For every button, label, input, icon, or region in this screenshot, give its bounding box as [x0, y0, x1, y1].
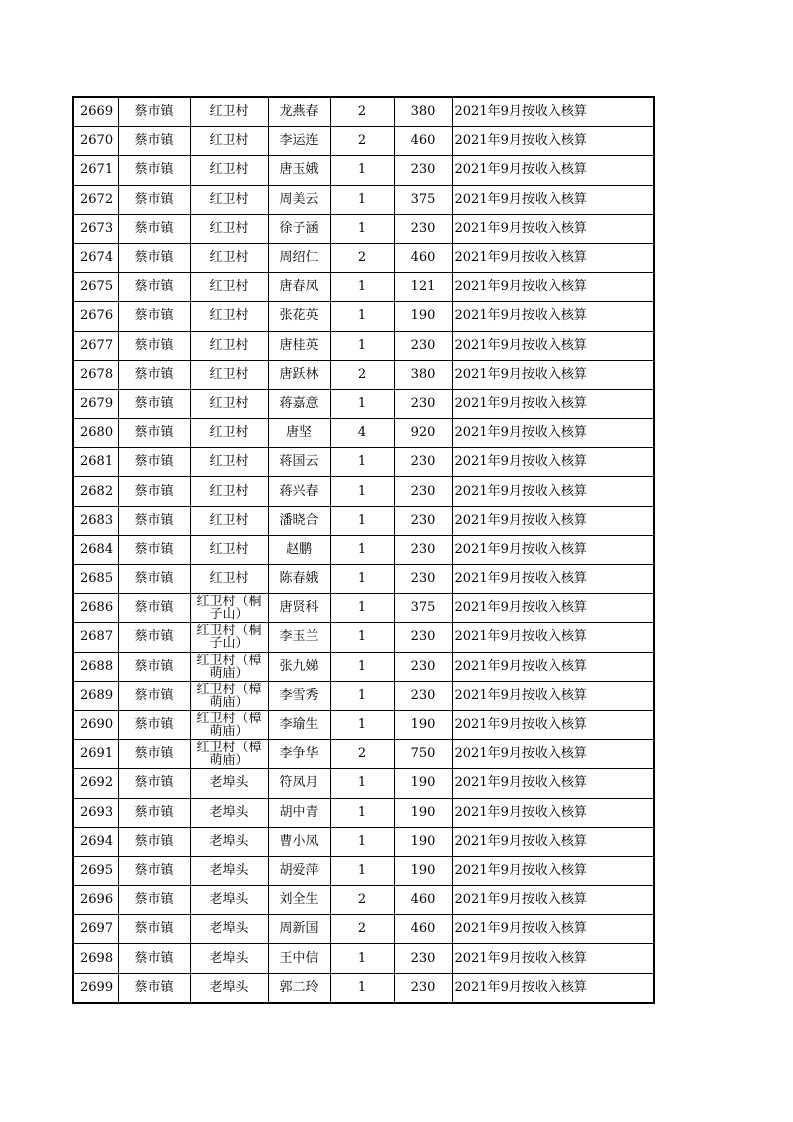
cell-household-count: 1 [330, 331, 394, 360]
table-row [73, 331, 654, 360]
cell-village: 红卫村 [190, 477, 268, 506]
cell-town: 蔡市镇 [118, 331, 190, 360]
cell-amount: 230 [394, 389, 452, 418]
cell-record-number: 2673 [73, 214, 118, 243]
cell-household-count: 1 [330, 535, 394, 564]
cell-town: 蔡市镇 [118, 448, 190, 477]
cell-person-name: 胡中青 [268, 798, 330, 827]
cell-village [190, 594, 268, 623]
cell-amount: 380 [394, 360, 452, 389]
cell-note: 2021年9月按收入核算 [452, 127, 654, 156]
data-table [72, 96, 655, 1004]
cell-household-count: 1 [330, 214, 394, 243]
cell-amount: 375 [394, 185, 452, 214]
cell-town: 蔡市镇 [118, 594, 190, 623]
cell-household-count: 1 [330, 944, 394, 973]
cell-note: 2021年9月按收入核算 [452, 769, 654, 798]
cell-village: 老埠头 [190, 856, 268, 885]
cell-amount: 190 [394, 769, 452, 798]
cell-village: 红卫村 [190, 273, 268, 302]
cell-household-count: 1 [330, 623, 394, 652]
cell-note: 2021年9月按收入核算 [452, 652, 654, 681]
cell-amount: 920 [394, 419, 452, 448]
table-row [73, 652, 654, 681]
cell-town: 蔡市镇 [118, 769, 190, 798]
cell-person-name: 曹小凤 [268, 827, 330, 856]
cell-village: 红卫村 [190, 127, 268, 156]
cell-person-name: 唐玉娥 [268, 156, 330, 185]
cell-village: 红卫村 [190, 389, 268, 418]
cell-record-number: 2684 [73, 535, 118, 564]
cell-village [190, 652, 268, 681]
cell-amount: 230 [394, 535, 452, 564]
cell-amount: 750 [394, 740, 452, 769]
table-row [73, 185, 654, 214]
cell-town: 蔡市镇 [118, 419, 190, 448]
cell-village: 老埠头 [190, 827, 268, 856]
cell-household-count: 2 [330, 97, 394, 127]
cell-note: 2021年9月按收入核算 [452, 944, 654, 973]
cell-town: 蔡市镇 [118, 477, 190, 506]
cell-village: 红卫村 [190, 243, 268, 272]
cell-amount: 230 [394, 973, 452, 1003]
cell-amount: 230 [394, 652, 452, 681]
cell-record-number: 2669 [73, 97, 118, 127]
cell-person-name: 周绍仁 [268, 243, 330, 272]
cell-village: 红卫村 [190, 565, 268, 594]
cell-amount: 460 [394, 243, 452, 272]
cell-household-count: 1 [330, 652, 394, 681]
table-row [73, 740, 654, 769]
cell-record-number: 2698 [73, 944, 118, 973]
cell-record-number: 2692 [73, 769, 118, 798]
table-row [73, 97, 654, 127]
table-row [73, 273, 654, 302]
table-row [73, 769, 654, 798]
cell-village: 老埠头 [190, 886, 268, 915]
cell-town: 蔡市镇 [118, 214, 190, 243]
village-text: 红卫村（桐子山） [196, 624, 262, 651]
cell-household-count: 1 [330, 827, 394, 856]
cell-record-number: 2685 [73, 565, 118, 594]
cell-amount: 460 [394, 127, 452, 156]
cell-record-number: 2681 [73, 448, 118, 477]
cell-person-name: 李雪秀 [268, 681, 330, 710]
cell-note: 2021年9月按收入核算 [452, 740, 654, 769]
cell-village: 红卫村 [190, 302, 268, 331]
cell-town: 蔡市镇 [118, 710, 190, 739]
cell-household-count: 2 [330, 360, 394, 389]
cell-note: 2021年9月按收入核算 [452, 302, 654, 331]
cell-record-number: 2696 [73, 886, 118, 915]
cell-person-name: 唐春凤 [268, 273, 330, 302]
cell-amount: 121 [394, 273, 452, 302]
cell-amount: 230 [394, 214, 452, 243]
cell-person-name: 陈春娥 [268, 565, 330, 594]
cell-amount: 380 [394, 97, 452, 127]
cell-amount: 230 [394, 944, 452, 973]
cell-note: 2021年9月按收入核算 [452, 798, 654, 827]
cell-amount: 230 [394, 331, 452, 360]
cell-record-number: 2690 [73, 710, 118, 739]
cell-town: 蔡市镇 [118, 915, 190, 944]
cell-town: 蔡市镇 [118, 273, 190, 302]
cell-person-name: 潘晓合 [268, 506, 330, 535]
cell-note: 2021年9月按收入核算 [452, 827, 654, 856]
village-text: 红卫村（樟萌庙） [196, 653, 262, 680]
cell-note: 2021年9月按收入核算 [452, 448, 654, 477]
cell-village: 老埠头 [190, 973, 268, 1003]
cell-person-name: 胡爱萍 [268, 856, 330, 885]
cell-amount: 375 [394, 594, 452, 623]
cell-record-number: 2682 [73, 477, 118, 506]
cell-note: 2021年9月按收入核算 [452, 97, 654, 127]
table-row [73, 477, 654, 506]
cell-town: 蔡市镇 [118, 652, 190, 681]
cell-amount: 230 [394, 565, 452, 594]
table-row [73, 681, 654, 710]
cell-town: 蔡市镇 [118, 243, 190, 272]
cell-record-number: 2688 [73, 652, 118, 681]
table-row [73, 623, 654, 652]
cell-note: 2021年9月按收入核算 [452, 681, 654, 710]
cell-amount: 230 [394, 681, 452, 710]
cell-person-name: 蒋嘉意 [268, 389, 330, 418]
cell-record-number: 2691 [73, 740, 118, 769]
cell-household-count: 2 [330, 243, 394, 272]
cell-household-count: 1 [330, 973, 394, 1003]
cell-note: 2021年9月按收入核算 [452, 389, 654, 418]
cell-village: 红卫村 [190, 448, 268, 477]
cell-village: 红卫村 [190, 360, 268, 389]
cell-town: 蔡市镇 [118, 944, 190, 973]
cell-household-count: 1 [330, 273, 394, 302]
cell-household-count: 1 [330, 185, 394, 214]
village-text: 红卫村（樟萌庙） [196, 711, 262, 738]
cell-person-name: 周新国 [268, 915, 330, 944]
cell-village: 红卫村 [190, 156, 268, 185]
cell-record-number: 2679 [73, 389, 118, 418]
cell-person-name: 唐贤科 [268, 594, 330, 623]
cell-town: 蔡市镇 [118, 535, 190, 564]
cell-person-name: 郭二玲 [268, 973, 330, 1003]
cell-village: 老埠头 [190, 944, 268, 973]
cell-household-count: 2 [330, 740, 394, 769]
cell-village: 红卫村 [190, 331, 268, 360]
cell-amount: 190 [394, 710, 452, 739]
cell-town: 蔡市镇 [118, 681, 190, 710]
cell-person-name: 唐跃林 [268, 360, 330, 389]
cell-note: 2021年9月按收入核算 [452, 156, 654, 185]
cell-person-name: 张花英 [268, 302, 330, 331]
cell-record-number: 2687 [73, 623, 118, 652]
cell-record-number: 2693 [73, 798, 118, 827]
cell-amount: 230 [394, 506, 452, 535]
cell-person-name: 李运连 [268, 127, 330, 156]
cell-amount: 190 [394, 856, 452, 885]
cell-village [190, 710, 268, 739]
cell-note: 2021年9月按收入核算 [452, 710, 654, 739]
table-row [73, 827, 654, 856]
cell-record-number: 2672 [73, 185, 118, 214]
cell-town: 蔡市镇 [118, 389, 190, 418]
cell-village: 老埠头 [190, 798, 268, 827]
cell-town: 蔡市镇 [118, 360, 190, 389]
table-row [73, 798, 654, 827]
cell-note: 2021年9月按收入核算 [452, 243, 654, 272]
cell-town: 蔡市镇 [118, 565, 190, 594]
cell-village: 红卫村 [190, 214, 268, 243]
cell-person-name: 李瑜生 [268, 710, 330, 739]
table-row [73, 535, 654, 564]
table-row [73, 419, 654, 448]
table-row [73, 127, 654, 156]
cell-record-number: 2697 [73, 915, 118, 944]
cell-amount: 460 [394, 886, 452, 915]
cell-note: 2021年9月按收入核算 [452, 886, 654, 915]
cell-record-number: 2675 [73, 273, 118, 302]
cell-note: 2021年9月按收入核算 [452, 915, 654, 944]
cell-household-count: 1 [330, 769, 394, 798]
cell-town: 蔡市镇 [118, 856, 190, 885]
cell-record-number: 2686 [73, 594, 118, 623]
cell-household-count: 1 [330, 710, 394, 739]
cell-household-count: 1 [330, 477, 394, 506]
cell-household-count: 1 [330, 681, 394, 710]
cell-household-count: 1 [330, 565, 394, 594]
cell-household-count: 1 [330, 156, 394, 185]
table-row [73, 243, 654, 272]
cell-amount: 190 [394, 798, 452, 827]
cell-household-count: 1 [330, 856, 394, 885]
cell-amount: 230 [394, 156, 452, 185]
cell-note: 2021年9月按收入核算 [452, 594, 654, 623]
cell-household-count: 1 [330, 798, 394, 827]
table-row [73, 886, 654, 915]
cell-household-count: 2 [330, 915, 394, 944]
table-row [73, 156, 654, 185]
cell-village [190, 740, 268, 769]
cell-person-name: 唐桂英 [268, 331, 330, 360]
cell-village [190, 623, 268, 652]
cell-village [190, 681, 268, 710]
cell-village: 红卫村 [190, 506, 268, 535]
cell-village: 红卫村 [190, 185, 268, 214]
cell-town: 蔡市镇 [118, 506, 190, 535]
table-row [73, 565, 654, 594]
cell-household-count: 2 [330, 127, 394, 156]
cell-person-name: 王中信 [268, 944, 330, 973]
cell-village: 老埠头 [190, 915, 268, 944]
table-row [73, 302, 654, 331]
cell-record-number: 2694 [73, 827, 118, 856]
cell-record-number: 2677 [73, 331, 118, 360]
table-row [73, 214, 654, 243]
table-row [73, 506, 654, 535]
cell-person-name: 徐子涵 [268, 214, 330, 243]
cell-town: 蔡市镇 [118, 798, 190, 827]
cell-town: 蔡市镇 [118, 827, 190, 856]
cell-household-count: 1 [330, 448, 394, 477]
cell-village: 红卫村 [190, 419, 268, 448]
cell-household-count: 1 [330, 594, 394, 623]
cell-household-count: 1 [330, 302, 394, 331]
cell-person-name: 张九娣 [268, 652, 330, 681]
cell-person-name: 龙燕春 [268, 97, 330, 127]
cell-town: 蔡市镇 [118, 97, 190, 127]
cell-note: 2021年9月按收入核算 [452, 419, 654, 448]
village-text: 红卫村（桐子山） [196, 595, 262, 622]
table-row [73, 944, 654, 973]
cell-town: 蔡市镇 [118, 623, 190, 652]
table-row [73, 973, 654, 1003]
cell-town: 蔡市镇 [118, 740, 190, 769]
cell-household-count: 4 [330, 419, 394, 448]
table-row [73, 915, 654, 944]
cell-person-name: 符凤月 [268, 769, 330, 798]
cell-household-count: 2 [330, 886, 394, 915]
cell-amount: 190 [394, 302, 452, 331]
cell-person-name: 刘全生 [268, 886, 330, 915]
cell-person-name: 李争华 [268, 740, 330, 769]
cell-person-name: 周美云 [268, 185, 330, 214]
cell-person-name: 蒋兴春 [268, 477, 330, 506]
cell-amount: 230 [394, 623, 452, 652]
cell-person-name: 蒋国云 [268, 448, 330, 477]
cell-record-number: 2695 [73, 856, 118, 885]
cell-record-number: 2683 [73, 506, 118, 535]
cell-note: 2021年9月按收入核算 [452, 973, 654, 1003]
cell-person-name: 赵鹏 [268, 535, 330, 564]
cell-note: 2021年9月按收入核算 [452, 506, 654, 535]
cell-record-number: 2680 [73, 419, 118, 448]
cell-record-number: 2676 [73, 302, 118, 331]
cell-note: 2021年9月按收入核算 [452, 331, 654, 360]
cell-town: 蔡市镇 [118, 973, 190, 1003]
cell-town: 蔡市镇 [118, 302, 190, 331]
cell-note: 2021年9月按收入核算 [452, 477, 654, 506]
cell-record-number: 2670 [73, 127, 118, 156]
cell-person-name: 唐坚 [268, 419, 330, 448]
cell-note: 2021年9月按收入核算 [452, 856, 654, 885]
cell-amount: 230 [394, 477, 452, 506]
cell-village: 红卫村 [190, 97, 268, 127]
table-row [73, 448, 654, 477]
cell-amount: 460 [394, 915, 452, 944]
cell-town: 蔡市镇 [118, 185, 190, 214]
cell-note: 2021年9月按收入核算 [452, 535, 654, 564]
cell-town: 蔡市镇 [118, 156, 190, 185]
cell-note: 2021年9月按收入核算 [452, 214, 654, 243]
cell-record-number: 2689 [73, 681, 118, 710]
cell-record-number: 2699 [73, 973, 118, 1003]
cell-amount: 230 [394, 448, 452, 477]
cell-amount: 190 [394, 827, 452, 856]
cell-household-count: 1 [330, 506, 394, 535]
cell-note: 2021年9月按收入核算 [452, 273, 654, 302]
table-row [73, 856, 654, 885]
table-row [73, 389, 654, 418]
village-text: 红卫村（樟萌庙） [196, 741, 262, 768]
cell-note: 2021年9月按收入核算 [452, 565, 654, 594]
cell-village: 老埠头 [190, 769, 268, 798]
cell-record-number: 2671 [73, 156, 118, 185]
table-row [73, 710, 654, 739]
cell-town: 蔡市镇 [118, 886, 190, 915]
cell-town: 蔡市镇 [118, 127, 190, 156]
cell-household-count: 1 [330, 389, 394, 418]
cell-record-number: 2678 [73, 360, 118, 389]
table-row [73, 360, 654, 389]
cell-note: 2021年9月按收入核算 [452, 360, 654, 389]
cell-note: 2021年9月按收入核算 [452, 185, 654, 214]
table-row [73, 594, 654, 623]
cell-note: 2021年9月按收入核算 [452, 623, 654, 652]
cell-person-name: 李玉兰 [268, 623, 330, 652]
village-text: 红卫村（樟萌庙） [196, 682, 262, 709]
cell-record-number: 2674 [73, 243, 118, 272]
table-body [73, 97, 654, 1003]
cell-village: 红卫村 [190, 535, 268, 564]
